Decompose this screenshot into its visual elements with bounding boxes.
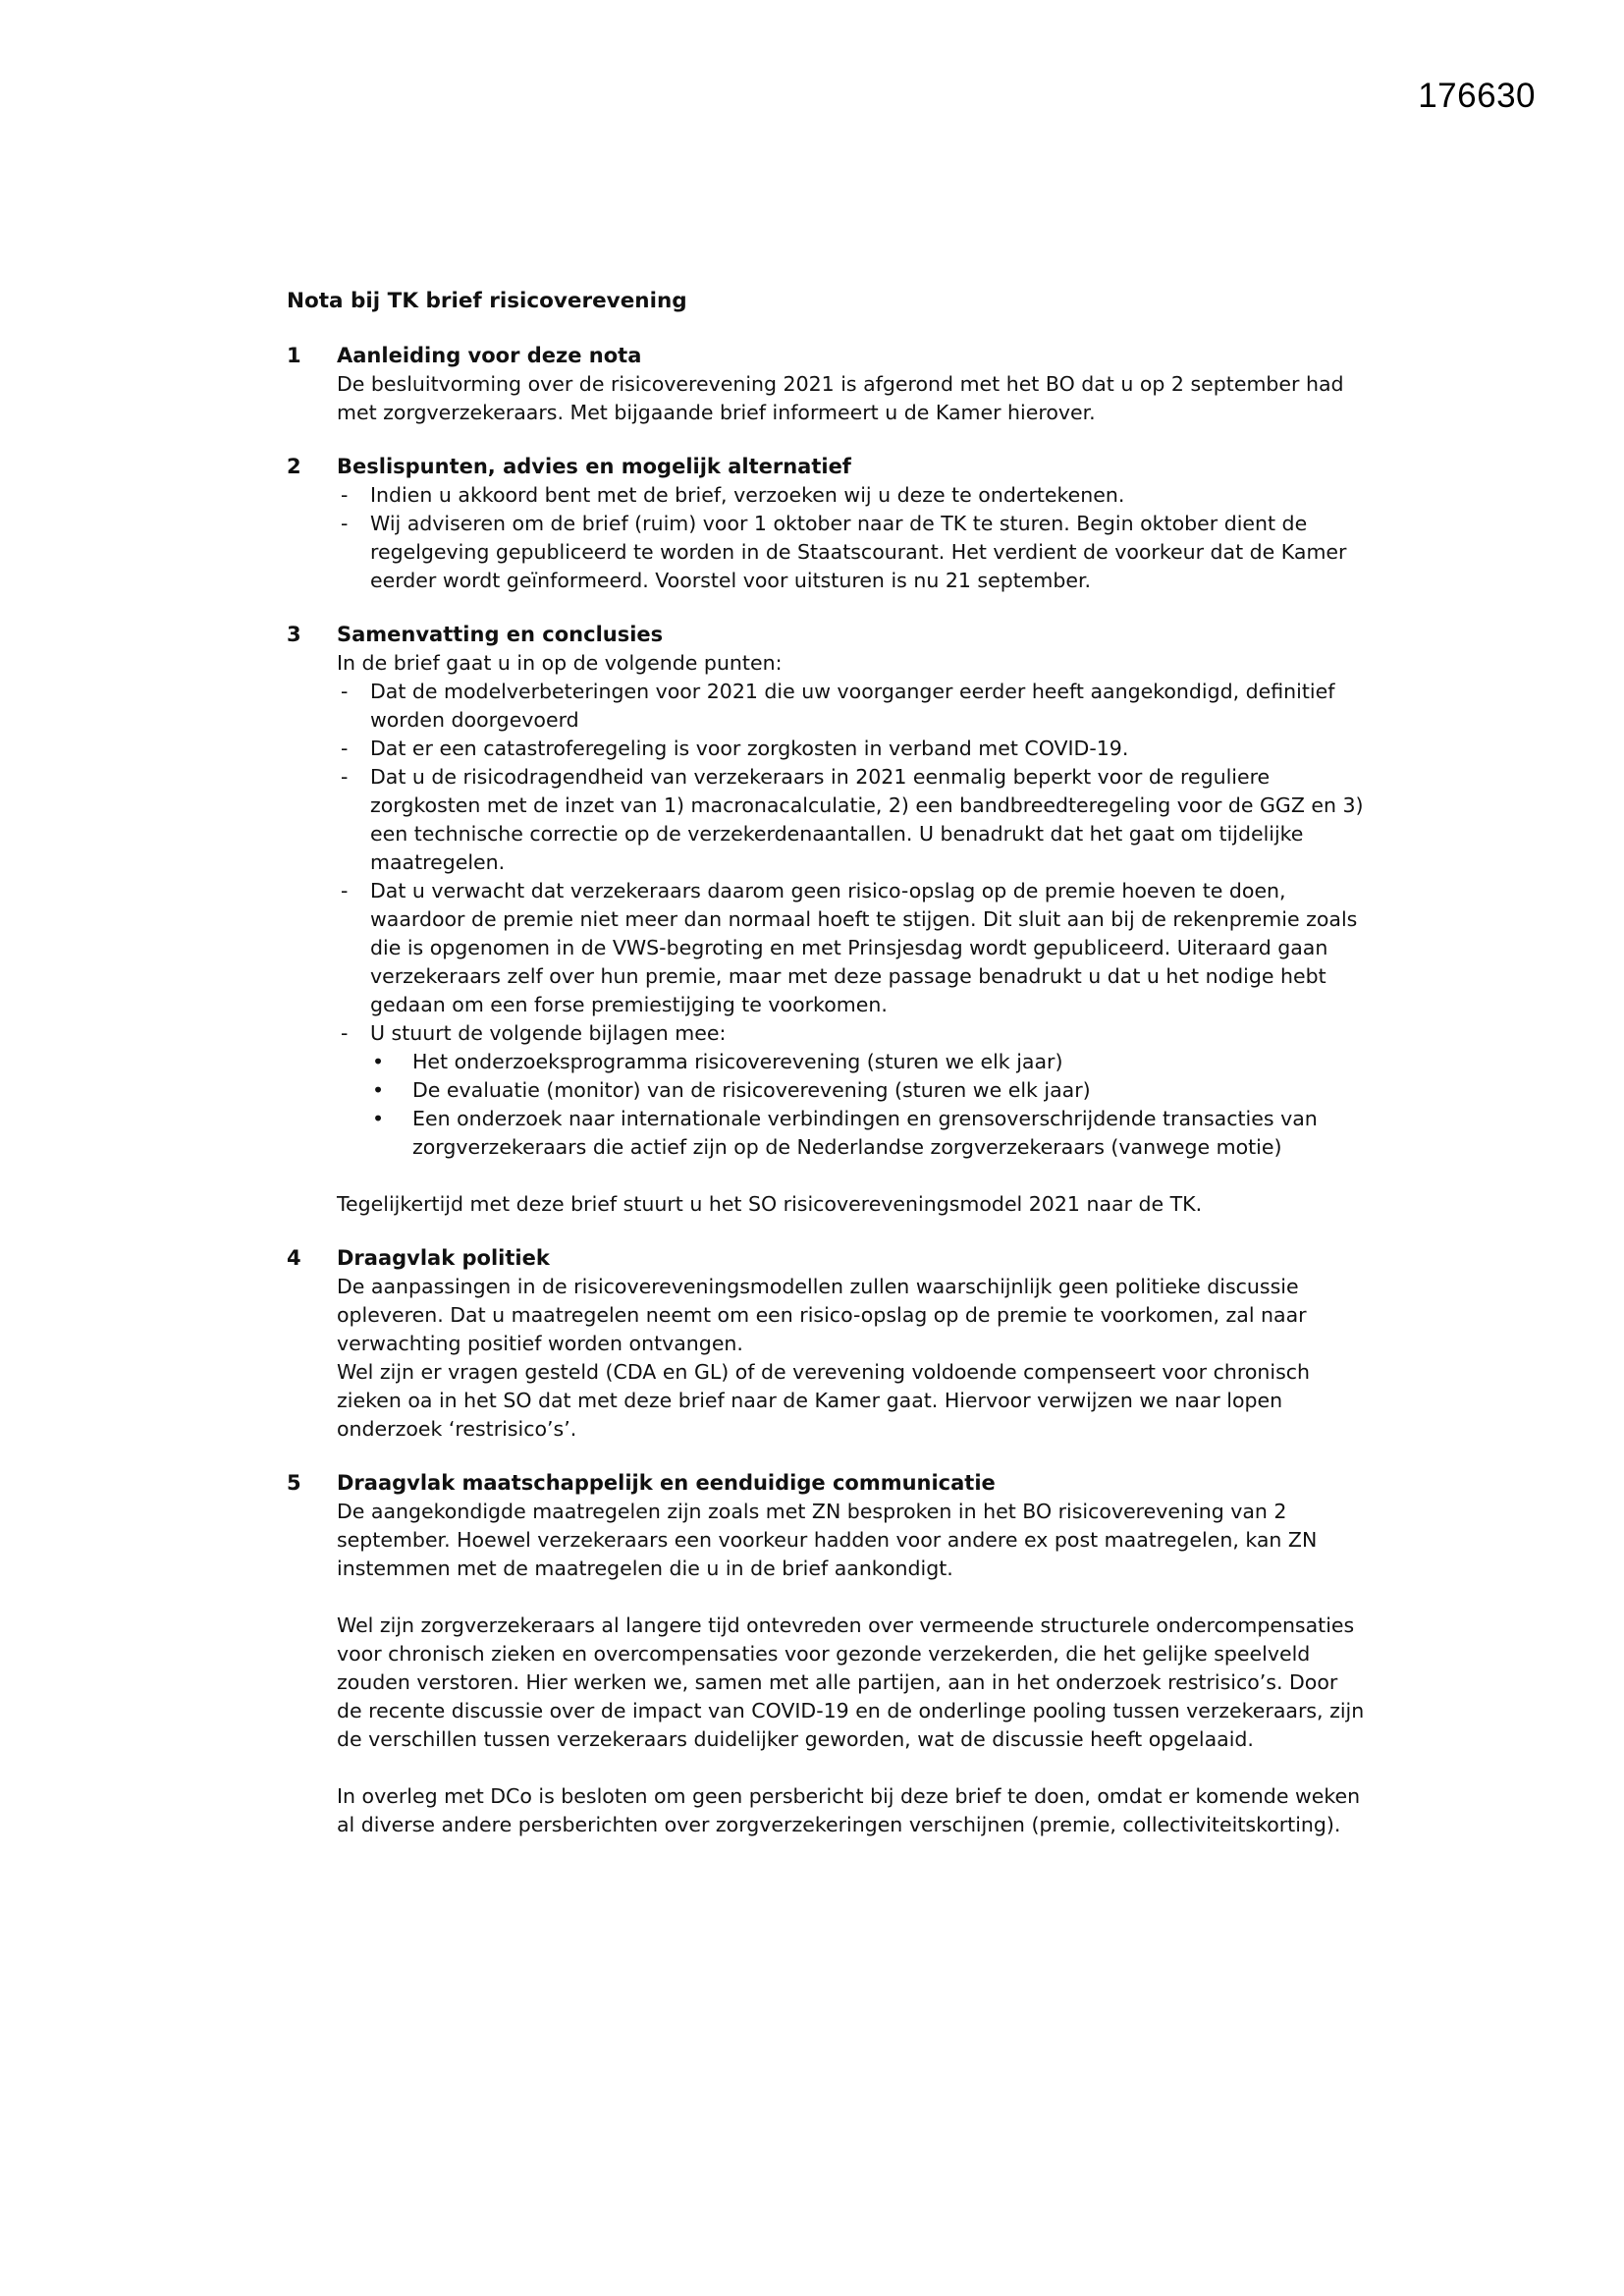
paragraph: Tegelijkertijd met deze brief stuurt u het SO risicovereveningsmodel 2021 naar de TK. [337, 1192, 1203, 1216]
section-heading: Draagvlak maatschappelijk en eenduidige communicatie [337, 1471, 996, 1495]
summary-list [337, 678, 1367, 1162]
section-heading: Samenvatting en conclusies [337, 623, 664, 646]
section-heading: Beslispunten, advies en mogelijk alternatief [337, 455, 851, 478]
memo-content [287, 287, 1367, 1865]
section-1 [287, 342, 1367, 427]
section-number: 4 [287, 1246, 301, 1270]
paragraph: In overleg met DCo is besloten om geen persbericht bij deze brief te doen, omdat er komende weken al diverse andere persberichten over zorgverzekeringen verschijnen (premie, collectiviteitskorting). [337, 1784, 1361, 1836]
section-heading: Aanleiding voor deze nota [337, 344, 642, 367]
attachment-item: • De evaluatie (monitor) van de risicoverevening (sturen we elk jaar) [370, 1076, 1367, 1105]
section-heading: Draagvlak politiek [337, 1246, 550, 1270]
attachment-list [370, 1048, 1367, 1162]
section-3 [287, 621, 1367, 1219]
list-item: - Dat u verwacht dat verzekeraars daarom geen risico-opslag op de premie hoeven te doen, waardoor de premie niet meer dan normaal hoeft te stijgen. Dit sluit aan bij de rekenpremie zoals die is opgenomen in de VWS-begroting en met Prinsjesdag wordt gepubliceerd. Uiteraard gaan verzekeraars zelf over hun premie, maar met deze passage benadrukt u dat u het nodige hebt gedaan om een forse premiestijging te voorkomen. [337, 877, 1367, 1019]
section-number: 2 [287, 455, 301, 478]
section-4 [287, 1244, 1367, 1444]
list-item-attachments [337, 1019, 1367, 1162]
section-number: 1 [287, 344, 301, 367]
paragraph: Wel zijn er vragen gesteld (CDA en GL) of de verevening voldoende compenseert voor chronisch zieken oa in het SO dat met deze brief naar de Kamer gaat. Hiervoor verwijzen we naar lopen onderzoek ‘restrisico’s’. [337, 1360, 1311, 1441]
document-number: 176630 [1418, 77, 1536, 115]
attachment-item: • Het onderzoeksprogramma risicoverevening (sturen we elk jaar) [370, 1048, 1367, 1076]
paragraph: De aanpassingen in de risicovereveningsmodellen zullen waarschijnlijk geen politieke discussie opleveren. Dat u maatregelen neemt om een risico-opslag op de premie te voorkomen, zal naar verwachting positief worden ontvangen. [337, 1275, 1307, 1355]
section-number: 5 [287, 1471, 301, 1495]
decision-list [337, 481, 1367, 595]
paragraph: De aangekondigde maatregelen zijn zoals met ZN besproken in het BO risicoverevening van 2 september. Hoewel verzekeraars een voorkeur hadden voor andere ex post maatregelen, kan ZN instemmen met de maatregelen die u in de brief aankondigt. [337, 1500, 1318, 1580]
paragraph: In de brief gaat u in op de volgende punten: [337, 651, 783, 675]
section-2 [287, 453, 1367, 595]
document-title: Nota bij TK brief risicoverevening [287, 289, 687, 313]
list-item: - Dat de modelverbeteringen voor 2021 die uw voorganger eerder heeft aangekondigd, definitief worden doorgevoerd [337, 678, 1367, 735]
list-item: - Wij adviseren om de brief (ruim) voor 1 oktober naar de TK te sturen. Begin oktober dient de regelgeving gepubliceerd te worden in de Staatscourant. Het verdient de voorkeur dat de Kamer eerder wordt geïnformeerd. Voorstel voor uitsturen is nu 21 september. [337, 510, 1367, 595]
list-item: - Dat er een catastroferegeling is voor zorgkosten in verband met COVID-19. [337, 735, 1367, 763]
section-number: 3 [287, 623, 301, 646]
paragraph: Wel zijn zorgverzekeraars al langere tijd ontevreden over vermeende structurele ondercompensaties voor chronisch zieken en overcompensaties voor gezonde verzekerden, die het gelijke speelveld zouden verstoren. Hier werken we, samen met alle partijen, aan in het onderzoek restrisico’s. Door de recente discussie over de impact van COVID-19 en de onderlinge pooling tussen verzekeraars, zijn de verschillen tussen verzekeraars duidelijker geworden, wat de discussie heeft opgelaaid. [337, 1613, 1365, 1751]
attachment-item: • Een onderzoek naar internationale verbindingen en grensoverschrijdende transacties van zorgverzekeraars die actief zijn op de Nederlandse zorgverzekeraars (vanwege motie) [370, 1105, 1367, 1162]
list-item-label: U stuurt de volgende bijlagen mee: [370, 1021, 727, 1045]
section-5 [287, 1469, 1367, 1839]
paragraph: De besluitvorming over de risicoverevening 2021 is afgerond met het BO dat u op 2 september had met zorgverzekeraars. Met bijgaande brief informeert u de Kamer hierover. [337, 372, 1344, 424]
list-item: - Dat u de risicodragendheid van verzekeraars in 2021 eenmalig beperkt voor de reguliere zorgkosten met de inzet van 1) macronacalculatie, 2) een bandbreedteregeling voor de GGZ en 3) een technische correctie op de verzekerdenaantallen. U benadrukt dat het gaat om tijdelijke maatregelen. [337, 763, 1367, 877]
list-item: - Indien u akkoord bent met de brief, verzoeken wij u deze te ondertekenen. [337, 481, 1367, 510]
